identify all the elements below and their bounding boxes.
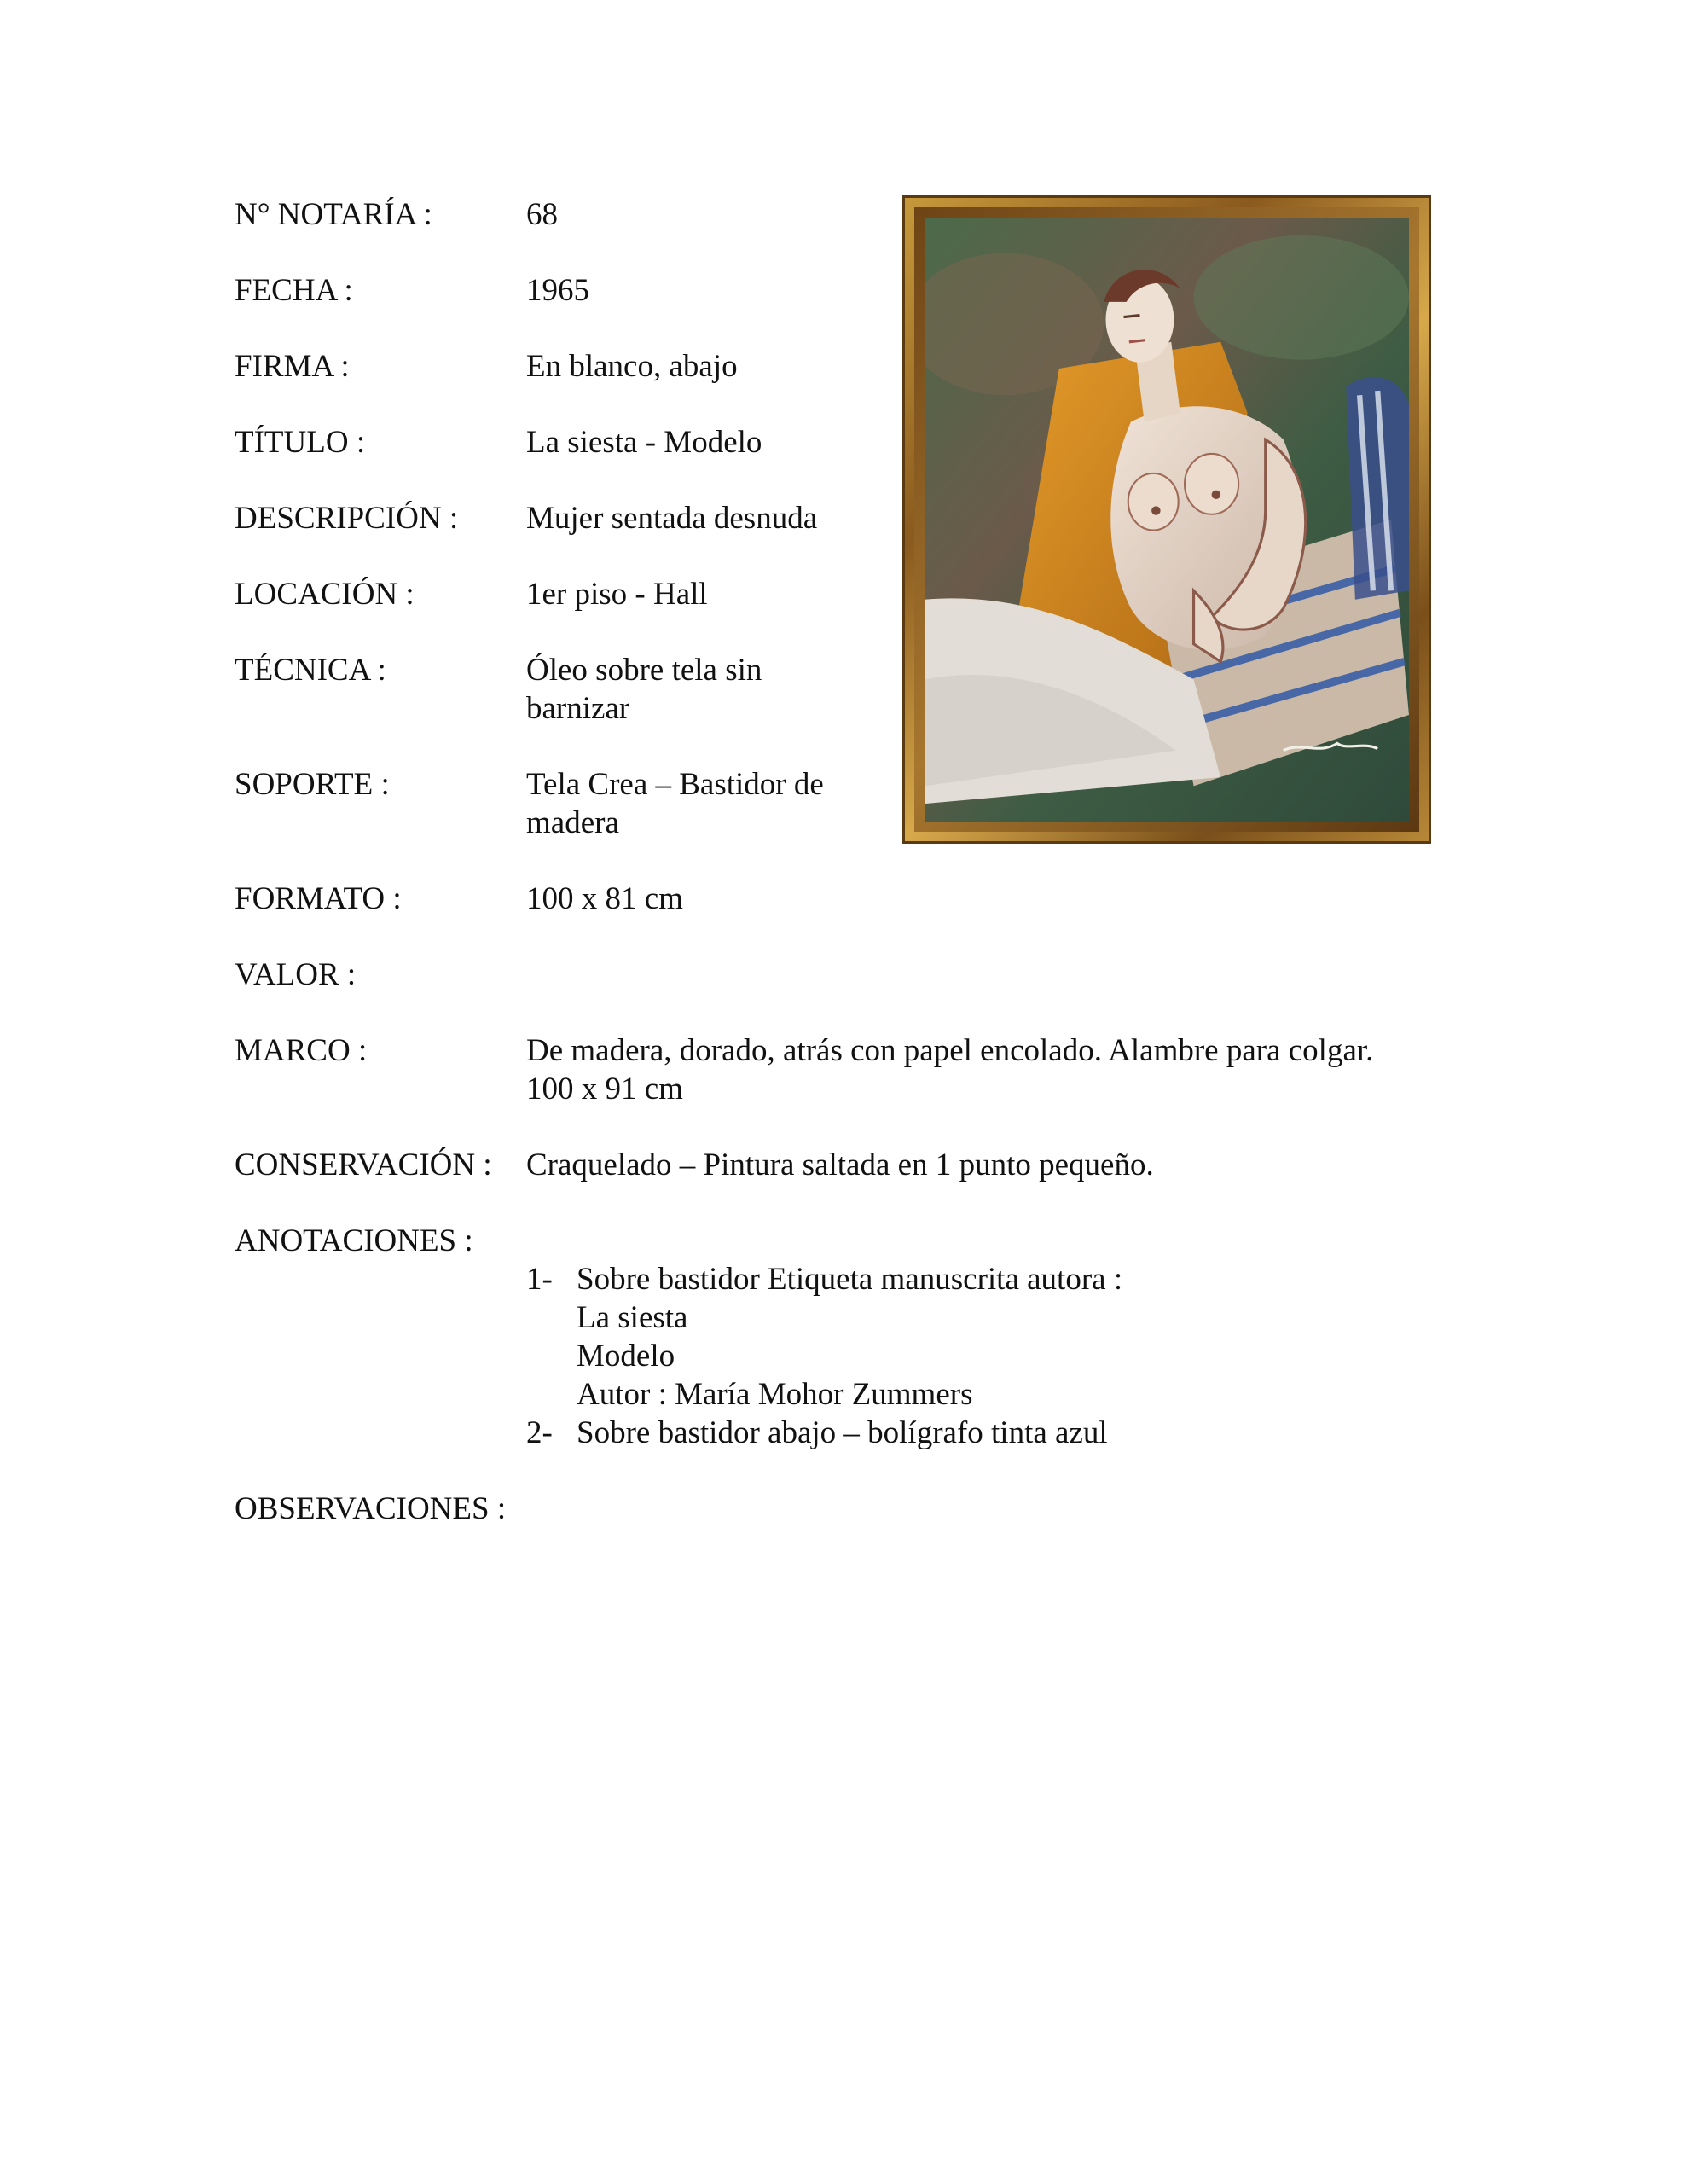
label-tecnica: TÉCNICA :	[235, 653, 386, 688]
value-soporte: Tela Crea – Bastidor de madera	[526, 767, 824, 840]
value-tecnica: Óleo sobre tela sin barnizar	[526, 653, 762, 726]
label-conservacion: CONSERVACIÓN :	[235, 1147, 492, 1182]
value-notaria: 68	[526, 197, 558, 232]
label-descripcion: DESCRIPCIÓN :	[235, 501, 459, 536]
value-marco-line1: De madera, dorado, atrás con papel encolado. Alambre para colgar.	[526, 1033, 1374, 1068]
label-anotaciones: ANOTACIONES :	[235, 1223, 473, 1258]
label-firma: FIRMA :	[235, 349, 350, 384]
value-conservacion: Craquelado – Pintura saltada en 1 punto pequeño.	[526, 1147, 1154, 1182]
anotacion-number: 1-	[526, 1262, 553, 1297]
value-formato: 100 x 81 cm	[526, 881, 683, 916]
anotacion-line: Sobre bastidor Etiqueta manuscrita autora :	[577, 1262, 1123, 1297]
label-fecha: FECHA :	[235, 273, 353, 308]
value-fecha: 1965	[526, 273, 589, 308]
label-observaciones: OBSERVACIONES :	[235, 1491, 507, 1526]
value-firma: En blanco, abajo	[526, 349, 738, 384]
anotacion-line: La siesta	[577, 1300, 688, 1335]
anotacion-line: Sobre bastidor abajo – bolígrafo tinta azul	[577, 1415, 1108, 1450]
label-locacion: LOCACIÓN :	[235, 577, 415, 612]
label-valor: VALOR :	[235, 957, 357, 992]
label-soporte: SOPORTE :	[235, 767, 390, 802]
label-notaria: N° NOTARÍA :	[235, 197, 432, 232]
value-marco-line2: 100 x 91 cm	[526, 1072, 683, 1107]
value-titulo: La siesta - Modelo	[526, 425, 762, 460]
anotacion-number: 2-	[526, 1415, 553, 1450]
label-formato: FORMATO :	[235, 881, 402, 916]
anotacion-line: Autor : María Mohor Zummers	[577, 1377, 973, 1412]
label-titulo: TÍTULO :	[235, 425, 366, 460]
painting-image	[925, 218, 1409, 822]
value-locacion: 1er piso - Hall	[526, 577, 708, 612]
painting-frame	[902, 195, 1431, 844]
label-marco: MARCO :	[235, 1033, 368, 1068]
value-descripcion: Mujer sentada desnuda	[526, 501, 818, 536]
anotacion-line: Modelo	[577, 1339, 675, 1374]
